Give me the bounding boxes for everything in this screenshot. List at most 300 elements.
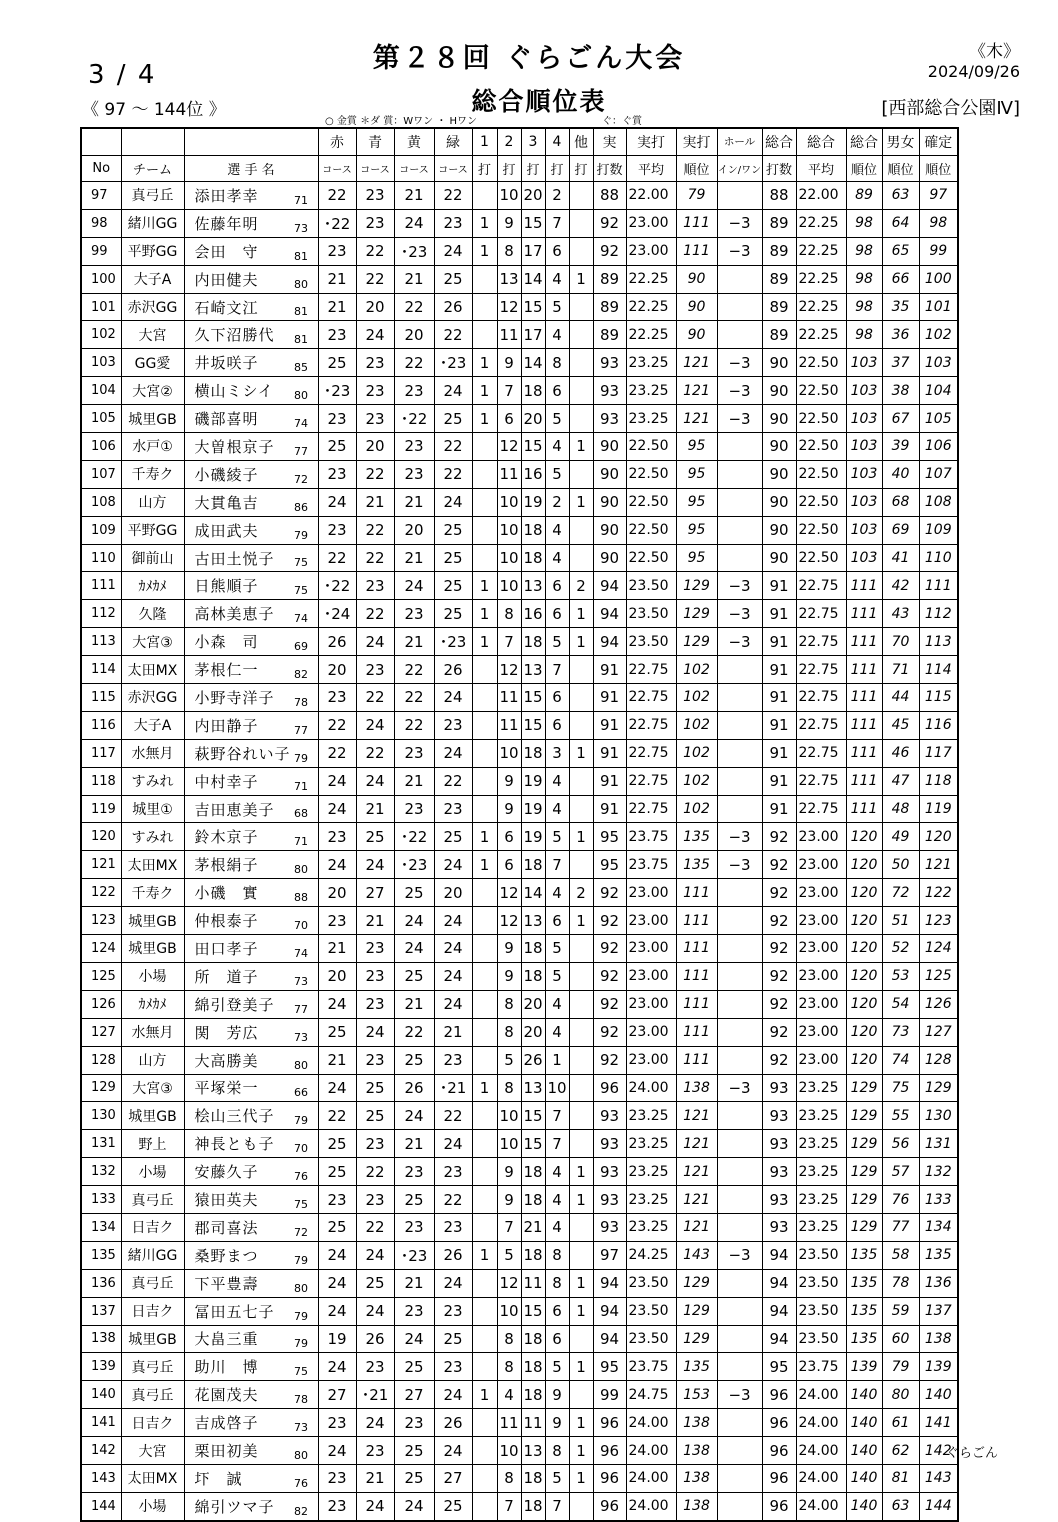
table-cell: 23.50 xyxy=(796,1325,846,1353)
column-header xyxy=(121,128,184,155)
table-cell: 127 xyxy=(81,1018,121,1046)
table-cell: 23.00 xyxy=(796,935,846,963)
table-cell: 95 xyxy=(593,1353,626,1381)
table-cell: 103 xyxy=(919,349,958,377)
table-cell: 102 xyxy=(676,767,717,795)
table-cell: 22.25 xyxy=(626,265,676,293)
player-age: 74 xyxy=(294,935,318,963)
table-cell: 96 xyxy=(593,1074,626,1102)
table-cell: 103 xyxy=(846,516,882,544)
table-cell: 23.50 xyxy=(626,1325,676,1353)
table-cell: 144 xyxy=(81,1492,121,1520)
table-cell: 22 xyxy=(394,711,434,739)
table-cell: 139 xyxy=(846,1353,882,1381)
table-cell: 5 xyxy=(545,460,569,488)
table-cell: 103 xyxy=(846,349,882,377)
player-name: 吉成啓子 xyxy=(184,1409,294,1437)
table-cell xyxy=(569,321,593,349)
player-name: 桑野まつ xyxy=(184,1241,294,1269)
column-header: 打 xyxy=(545,155,569,182)
table-cell: 24.00 xyxy=(796,1381,846,1409)
player-name: 内田健夫 xyxy=(184,265,294,293)
table-cell xyxy=(569,684,593,712)
table-cell: 23.25 xyxy=(626,1158,676,1186)
table-cell: 92 xyxy=(593,879,626,907)
table-cell: 111 xyxy=(676,237,717,265)
table-cell: ･21 xyxy=(356,1381,394,1409)
table-cell: 21 xyxy=(394,265,434,293)
table-cell xyxy=(717,1409,762,1437)
table-cell: 89 xyxy=(593,321,626,349)
table-cell: 5 xyxy=(545,1464,569,1492)
page-title: 第２８回 ぐらごん大会 xyxy=(372,43,686,74)
table-cell: 18 xyxy=(521,1464,545,1492)
table-cell: 23 xyxy=(434,1297,472,1325)
table-cell xyxy=(717,656,762,684)
table-cell: 18 xyxy=(521,516,545,544)
table-cell: 91 xyxy=(593,656,626,684)
table-cell: 10 xyxy=(497,572,521,600)
table-cell: 24 xyxy=(394,1492,434,1520)
table-cell: 23.00 xyxy=(626,1018,676,1046)
page-number: 3 / 4 xyxy=(88,60,157,90)
player-name: 吉田恵美子 xyxy=(184,795,294,823)
player-name: 日熊順子 xyxy=(184,572,294,600)
table-cell: 25 xyxy=(318,1158,356,1186)
table-cell: 1 xyxy=(472,1381,497,1409)
table-cell: 6 xyxy=(497,405,521,433)
table-cell: 135 xyxy=(676,823,717,851)
player-name: 関 芳広 xyxy=(184,1018,294,1046)
table-cell xyxy=(472,1186,497,1214)
table-cell: 22 xyxy=(394,656,434,684)
table-cell: 5 xyxy=(545,293,569,321)
table-cell: 121 xyxy=(676,1213,717,1241)
table-cell xyxy=(472,1158,497,1186)
table-cell: 日吉ク xyxy=(121,1297,184,1325)
table-cell: 25 xyxy=(434,544,472,572)
table-cell: 24.00 xyxy=(626,1492,676,1520)
header-row xyxy=(81,155,958,182)
table-cell xyxy=(717,879,762,907)
player-age: 70 xyxy=(294,1130,318,1158)
table-cell: 135 xyxy=(846,1241,882,1269)
table-cell: 135 xyxy=(846,1297,882,1325)
table-cell: 93 xyxy=(593,405,626,433)
table-cell: 103 xyxy=(846,488,882,516)
table-cell: 23.00 xyxy=(626,237,676,265)
table-cell: 23.25 xyxy=(796,1213,846,1241)
table-cell: 22.75 xyxy=(626,656,676,684)
player-name: 仲根泰子 xyxy=(184,907,294,935)
table-cell: 山方 xyxy=(121,488,184,516)
player-name: 磯部喜明 xyxy=(184,405,294,433)
award-legend-gu: ぐ：ぐ賞 xyxy=(602,116,642,127)
table-cell: ･23 xyxy=(394,1241,434,1269)
table-cell: 真弓丘 xyxy=(121,182,184,210)
table-cell: 22.50 xyxy=(796,516,846,544)
player-age: 69 xyxy=(294,628,318,656)
table-cell: 120 xyxy=(846,851,882,879)
table-cell: 23.25 xyxy=(626,1130,676,1158)
table-cell: 105 xyxy=(919,405,958,433)
table-cell: 22 xyxy=(394,293,434,321)
table-cell: 91 xyxy=(593,711,626,739)
table-cell: 63 xyxy=(882,182,919,210)
table-cell xyxy=(717,767,762,795)
table-cell: 90 xyxy=(762,544,796,572)
table-cell: 23.00 xyxy=(796,879,846,907)
table-cell: 60 xyxy=(882,1325,919,1353)
table-cell: 22.00 xyxy=(796,182,846,210)
table-cell: 111 xyxy=(846,572,882,600)
table-cell: 1 xyxy=(472,349,497,377)
table-cell: 24 xyxy=(434,1437,472,1465)
table-cell: 1 xyxy=(569,1297,593,1325)
table-cell: ｶﾒｶﾒ xyxy=(121,990,184,1018)
table-cell: 1 xyxy=(569,1269,593,1297)
table-cell: 24 xyxy=(394,1325,434,1353)
table-cell: 2 xyxy=(569,572,593,600)
table-cell xyxy=(569,1241,593,1269)
table-cell: 118 xyxy=(81,767,121,795)
player-age: 88 xyxy=(294,879,318,907)
table-cell: 43 xyxy=(882,600,919,628)
table-cell: 94 xyxy=(593,572,626,600)
table-cell xyxy=(472,488,497,516)
table-cell: 24 xyxy=(356,1018,394,1046)
table-cell: 136 xyxy=(919,1269,958,1297)
table-cell: 18 xyxy=(521,851,545,879)
table-cell: すみれ xyxy=(121,823,184,851)
table-cell: 24 xyxy=(356,628,394,656)
table-cell: 大宮 xyxy=(121,1437,184,1465)
table-cell xyxy=(569,460,593,488)
player-age: 75 xyxy=(294,1353,318,1381)
table-cell: 22 xyxy=(434,1186,472,1214)
table-cell: 小場 xyxy=(121,1158,184,1186)
table-row xyxy=(81,795,958,823)
table-cell xyxy=(472,1269,497,1297)
table-cell: 99 xyxy=(919,237,958,265)
table-cell: 23.75 xyxy=(626,851,676,879)
table-cell: 23.75 xyxy=(796,1353,846,1381)
table-cell: 138 xyxy=(676,1464,717,1492)
table-cell: 96 xyxy=(762,1464,796,1492)
player-name: 郡司喜法 xyxy=(184,1213,294,1241)
table-row xyxy=(81,349,958,377)
table-cell: 8 xyxy=(497,1074,521,1102)
table-cell: 23 xyxy=(394,433,434,461)
table-cell: 136 xyxy=(81,1269,121,1297)
table-cell: 101 xyxy=(81,293,121,321)
table-cell: 112 xyxy=(81,600,121,628)
table-cell: 24 xyxy=(318,488,356,516)
player-name: 花園茂夫 xyxy=(184,1381,294,1409)
table-cell: 8 xyxy=(545,349,569,377)
table-cell: ･22 xyxy=(318,209,356,237)
table-cell: 小場 xyxy=(121,1492,184,1520)
table-cell: 8 xyxy=(497,237,521,265)
table-cell: 97 xyxy=(81,182,121,210)
table-cell: 23 xyxy=(356,349,394,377)
table-cell: 23 xyxy=(318,1186,356,1214)
player-age: 72 xyxy=(294,1213,318,1241)
table-cell: −3 xyxy=(717,1241,762,1269)
table-cell: 23.50 xyxy=(626,572,676,600)
table-cell: 10 xyxy=(497,1130,521,1158)
table-cell: 25 xyxy=(356,1269,394,1297)
table-cell: 24 xyxy=(434,1269,472,1297)
player-name: 古田土悦子 xyxy=(184,544,294,572)
table-cell: 13 xyxy=(521,572,545,600)
table-cell: 24 xyxy=(356,321,394,349)
table-cell: 16 xyxy=(521,460,545,488)
table-cell: 100 xyxy=(81,265,121,293)
table-row xyxy=(81,628,958,656)
table-cell: 22.75 xyxy=(796,767,846,795)
table-cell: 90 xyxy=(762,460,796,488)
column-header: 3 xyxy=(521,128,545,155)
table-cell: 24 xyxy=(318,767,356,795)
table-cell: 小場 xyxy=(121,962,184,990)
table-row xyxy=(81,182,958,210)
table-cell: 102 xyxy=(676,711,717,739)
table-row xyxy=(81,405,958,433)
table-cell: 26 xyxy=(434,1409,472,1437)
table-row xyxy=(81,209,958,237)
table-cell xyxy=(717,1018,762,1046)
table-cell: 22 xyxy=(434,460,472,488)
table-cell: 65 xyxy=(882,237,919,265)
table-cell: 89 xyxy=(846,182,882,210)
table-cell: 96 xyxy=(593,1437,626,1465)
table-cell xyxy=(717,1158,762,1186)
player-age: 72 xyxy=(294,460,318,488)
table-cell: 1 xyxy=(472,209,497,237)
table-cell: 1 xyxy=(569,433,593,461)
table-cell: 24 xyxy=(318,1297,356,1325)
table-cell xyxy=(472,1018,497,1046)
table-cell: 22 xyxy=(356,237,394,265)
page-subtitle: 総合順位表 xyxy=(471,87,607,116)
table-cell: 13 xyxy=(521,1074,545,1102)
player-age: 82 xyxy=(294,1492,318,1520)
table-cell: 23.00 xyxy=(796,907,846,935)
table-row xyxy=(81,907,958,935)
table-cell: 93 xyxy=(762,1130,796,1158)
table-row xyxy=(81,851,958,879)
table-cell: 真弓丘 xyxy=(121,1381,184,1409)
table-cell xyxy=(569,405,593,433)
table-cell xyxy=(569,1074,593,1102)
table-cell: ･23 xyxy=(318,377,356,405)
table-cell: 23.25 xyxy=(626,1102,676,1130)
table-cell: 20 xyxy=(521,182,545,210)
table-cell: 20 xyxy=(318,879,356,907)
table-cell: 90 xyxy=(593,460,626,488)
table-cell: 山方 xyxy=(121,1046,184,1074)
table-cell: 22 xyxy=(394,1018,434,1046)
player-age: 78 xyxy=(294,1381,318,1409)
table-cell: 1 xyxy=(472,405,497,433)
table-cell: 24 xyxy=(356,711,394,739)
column-header: No xyxy=(81,155,121,182)
table-cell: 24 xyxy=(318,990,356,1018)
table-row xyxy=(81,377,958,405)
table-cell: 10 xyxy=(497,1102,521,1130)
table-cell: 真弓丘 xyxy=(121,1186,184,1214)
table-cell: 102 xyxy=(81,321,121,349)
table-cell xyxy=(717,1437,762,1465)
player-name: 内田静子 xyxy=(184,711,294,739)
table-cell: 城里GB xyxy=(121,1102,184,1130)
table-cell: 109 xyxy=(81,516,121,544)
player-age: 81 xyxy=(294,293,318,321)
player-age: 76 xyxy=(294,1464,318,1492)
table-cell: 98 xyxy=(846,237,882,265)
table-cell: 93 xyxy=(593,1130,626,1158)
table-cell: 103 xyxy=(846,460,882,488)
table-cell: 20 xyxy=(434,879,472,907)
table-cell: 95 xyxy=(762,1353,796,1381)
table-cell: 91 xyxy=(762,795,796,823)
table-cell: 22.25 xyxy=(796,237,846,265)
table-cell: 21 xyxy=(356,1464,394,1492)
table-cell: 23 xyxy=(356,572,394,600)
player-name: 久下沼勝代 xyxy=(184,321,294,349)
table-cell: 102 xyxy=(676,656,717,684)
player-name: 神長とも子 xyxy=(184,1130,294,1158)
table-cell: 20 xyxy=(356,293,394,321)
table-cell: 22 xyxy=(394,349,434,377)
table-cell: 23.00 xyxy=(796,851,846,879)
table-cell: 92 xyxy=(593,1046,626,1074)
table-cell: 25 xyxy=(356,823,394,851)
table-cell: 23 xyxy=(434,1046,472,1074)
table-cell: 118 xyxy=(919,767,958,795)
table-cell xyxy=(717,962,762,990)
table-cell xyxy=(569,209,593,237)
table-row xyxy=(81,962,958,990)
table-cell: 22.00 xyxy=(626,182,676,210)
table-cell: 23 xyxy=(318,823,356,851)
player-age: 79 xyxy=(294,739,318,767)
column-header: 赤 xyxy=(318,128,356,155)
table-cell: 日吉ク xyxy=(121,1213,184,1241)
table-cell: 138 xyxy=(676,1492,717,1520)
table-row xyxy=(81,460,958,488)
table-cell: 5 xyxy=(545,405,569,433)
table-cell: 7 xyxy=(545,1102,569,1130)
table-row xyxy=(81,1213,958,1241)
table-cell: 111 xyxy=(919,572,958,600)
table-cell: 21 xyxy=(318,293,356,321)
table-cell: 23 xyxy=(318,684,356,712)
table-cell: 6 xyxy=(545,600,569,628)
table-cell: 23 xyxy=(318,516,356,544)
table-cell: 23 xyxy=(318,907,356,935)
table-cell: 水無月 xyxy=(121,1018,184,1046)
table-cell: 24 xyxy=(356,1492,394,1520)
table-cell: 7 xyxy=(497,377,521,405)
table-cell: 23.25 xyxy=(626,377,676,405)
table-cell: 23 xyxy=(394,1158,434,1186)
player-age: 73 xyxy=(294,962,318,990)
table-cell: 120 xyxy=(919,823,958,851)
table-cell: 24 xyxy=(318,1241,356,1269)
table-cell: 11 xyxy=(497,321,521,349)
table-cell: 24.75 xyxy=(626,1381,676,1409)
table-cell: 107 xyxy=(919,460,958,488)
table-cell: 129 xyxy=(846,1130,882,1158)
table-cell xyxy=(569,293,593,321)
table-cell: 23 xyxy=(394,460,434,488)
table-cell: 93 xyxy=(762,1102,796,1130)
table-cell: 1 xyxy=(472,823,497,851)
table-cell: 92 xyxy=(762,907,796,935)
player-name: 田口孝子 xyxy=(184,935,294,963)
table-cell: 133 xyxy=(81,1186,121,1214)
table-cell xyxy=(717,795,762,823)
table-cell: 24.00 xyxy=(626,1074,676,1102)
player-name: 鈴木京子 xyxy=(184,823,294,851)
table-cell xyxy=(472,962,497,990)
footer-brand: ぐらごん xyxy=(945,1446,998,1461)
table-cell: 25 xyxy=(434,1492,472,1520)
table-cell xyxy=(472,293,497,321)
table-cell: 92 xyxy=(593,935,626,963)
table-cell: 3 xyxy=(545,739,569,767)
table-cell: 141 xyxy=(919,1409,958,1437)
table-cell: 93 xyxy=(762,1074,796,1102)
table-cell: 143 xyxy=(81,1464,121,1492)
table-cell: 99 xyxy=(593,1381,626,1409)
table-cell xyxy=(717,1297,762,1325)
player-age: 68 xyxy=(294,795,318,823)
table-cell: 120 xyxy=(81,823,121,851)
table-cell: 54 xyxy=(882,990,919,1018)
table-cell: 1 xyxy=(569,823,593,851)
table-cell: 9 xyxy=(497,1158,521,1186)
table-cell xyxy=(717,293,762,321)
table-cell: 125 xyxy=(81,962,121,990)
table-cell: 20 xyxy=(318,962,356,990)
table-cell: 123 xyxy=(81,907,121,935)
table-cell: 135 xyxy=(846,1269,882,1297)
table-cell: 18 xyxy=(521,377,545,405)
table-cell: 129 xyxy=(676,1269,717,1297)
table-cell: GG愛 xyxy=(121,349,184,377)
table-cell: 18 xyxy=(521,962,545,990)
table-cell: 99 xyxy=(81,237,121,265)
table-cell: 23 xyxy=(356,1186,394,1214)
column-header: 平均 xyxy=(626,155,676,182)
table-cell: 22 xyxy=(356,265,394,293)
table-cell: 24 xyxy=(318,1074,356,1102)
table-cell: 21 xyxy=(318,265,356,293)
player-age: 70 xyxy=(294,907,318,935)
table-cell: 119 xyxy=(81,795,121,823)
table-cell: 98 xyxy=(846,265,882,293)
table-cell: 4 xyxy=(545,516,569,544)
table-row xyxy=(81,321,958,349)
table-cell: 23.50 xyxy=(626,1269,676,1297)
table-row xyxy=(81,1158,958,1186)
table-cell: 6 xyxy=(545,1297,569,1325)
column-header: 順位 xyxy=(919,155,958,182)
table-cell xyxy=(472,1102,497,1130)
